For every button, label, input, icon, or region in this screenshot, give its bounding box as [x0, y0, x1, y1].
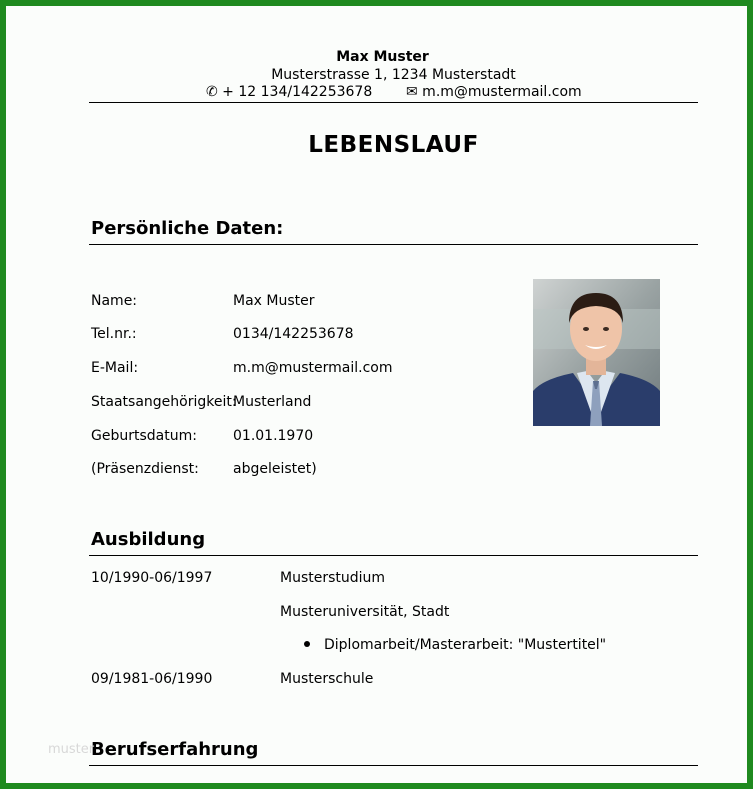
personal-value-birthdate: 01.01.1970: [233, 428, 314, 444]
section-heading-education: Ausbildung: [91, 529, 206, 550]
personal-value-phone: 0134/142253678: [233, 326, 354, 342]
education-title-2: Musterschule: [280, 671, 374, 687]
personal-value-name: Max Muster: [233, 293, 315, 309]
document-title: LEBENSLAUF: [308, 132, 479, 158]
personal-label-nationality: Staatsangehörigkeit:: [91, 394, 237, 410]
header-contact: [206, 84, 582, 100]
header-rule: [89, 102, 698, 103]
portrait-photo: [533, 279, 660, 426]
personal-value-email: m.m@mustermail.com: [233, 360, 393, 376]
personal-value-service: abgeleistet): [233, 461, 317, 477]
personal-label-phone: Tel.nr.:: [91, 326, 137, 342]
watermark: muster: [48, 742, 95, 757]
education-date-2: 09/1981-06/1990: [91, 671, 213, 687]
education-bullet-1: [304, 637, 606, 653]
header-email: ✉ m.m@mustermail.com: [406, 84, 582, 100]
personal-label-email: E-Mail:: [91, 360, 139, 376]
header-name: Max Muster: [336, 49, 429, 65]
education-title-1: Musterstudium: [280, 570, 386, 586]
education-institution-1: Musteruniversität, Stadt: [280, 604, 450, 620]
section-rule-experience: [89, 765, 698, 766]
section-heading-personal: Persönliche Daten:: [91, 218, 284, 239]
section-heading-experience: Berufserfahrung: [91, 739, 259, 760]
header-address: Musterstrasse 1, 1234 Musterstadt: [271, 67, 516, 83]
personal-label-service: (Präsenzdienst:: [91, 461, 199, 477]
section-rule-personal: [89, 244, 698, 245]
education-bullet-text: Diplomarbeit/Masterarbeit: "Mustertitel": [324, 637, 607, 653]
personal-value-nationality: Musterland: [233, 394, 312, 410]
personal-label-name: Name:: [91, 293, 138, 309]
bullet-dot-icon: [304, 641, 310, 647]
section-rule-education: [89, 555, 698, 556]
personal-label-birthdate: Geburtsdatum:: [91, 428, 197, 444]
education-date-1: 10/1990-06/1997: [91, 570, 213, 586]
header-phone: ✆ + 12 134/142253678: [206, 84, 373, 100]
